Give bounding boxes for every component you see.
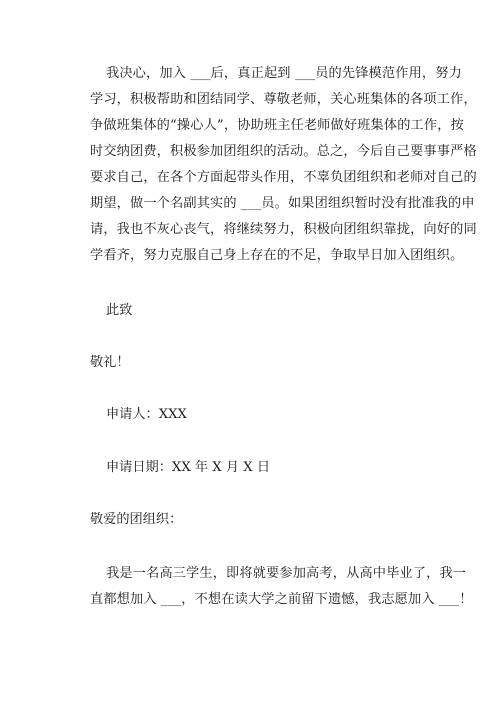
paragraph-line: 争做班集体的“操心人”，协助班主任老师做好班集体的工作，按 bbox=[90, 118, 464, 133]
closing-phrase: 此致 bbox=[106, 303, 133, 318]
paragraph-line: 时交纳团费，积极参加团组织的活动。总之，今后自己要事事严格 bbox=[90, 144, 477, 159]
paragraph-line: 学看齐，努力克服自己身上存在的不足，争取早日加入团组织。 bbox=[90, 248, 464, 263]
paragraph-line: 直都想加入 ___，不想在读大学之前留下遗憾，我志愿加入 ___！ bbox=[90, 592, 473, 607]
paragraph-line: 要求自己，在各个方面起带头作用，不辜负团组织和老师对自己的 bbox=[90, 170, 477, 185]
body-paragraph-pledge bbox=[90, 61, 477, 269]
body-paragraph-intro bbox=[90, 561, 473, 613]
paragraph-line: 我是一名高三学生，即将就要参加高考，从高中毕业了，我一 bbox=[106, 566, 467, 581]
paragraph-line: 学习，积极帮助和团结同学、尊敬老师，关心班集体的各项工作， bbox=[90, 92, 477, 107]
paragraph-line: 期望，做一个名副其实的 ___员。如果团组织暂时没有批准我的申 bbox=[90, 196, 475, 211]
applicant-name: 申请人：XXX bbox=[106, 407, 187, 422]
letter-greeting: 敬爱的团组织： bbox=[90, 512, 183, 527]
paragraph-line: 请，我也不灰心丧气，将继续努力，积极向团组织靠拢，向好的同 bbox=[90, 222, 477, 237]
application-date: 申请日期：XX 年 X 月 X 日 bbox=[106, 460, 271, 475]
paragraph-line: 我决心，加入 ___后，真正起到 ___员的先锋模范作用，努力 bbox=[106, 66, 462, 81]
salutation: 敬礼！ bbox=[90, 355, 130, 370]
